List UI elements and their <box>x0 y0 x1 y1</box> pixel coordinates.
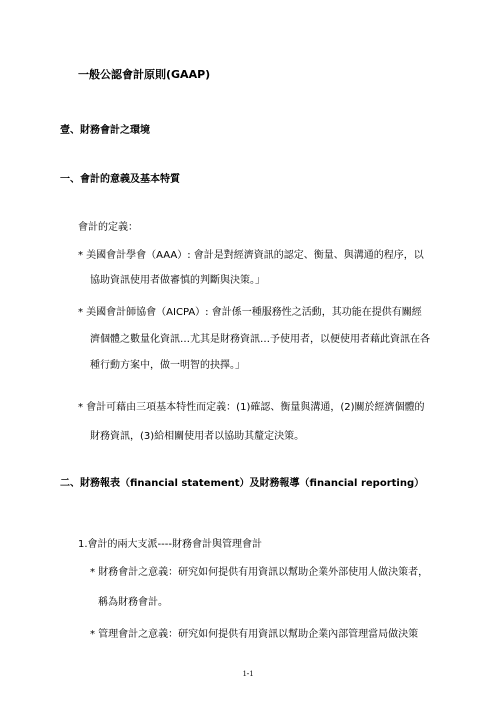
subsection-heading: 1.會計的兩大支派----財務會計與管理會計 <box>78 539 262 550</box>
paragraph-line: 財務資訊，(3)給相關使用者以協助其釐定決策。 <box>90 431 305 442</box>
paragraph-line: * 美國會計師協會（AICPA）: 會計係一種服務性之活動，其功能在提供有關經 <box>78 307 422 318</box>
paragraph-line: 種行動方案中，做一明智的抉擇。」 <box>90 360 245 371</box>
paragraph-line: 濟個體之數量化資訊…尤其是財務資訊…予使用者，以便使用者藉此資訊在各 <box>90 334 430 345</box>
definition-intro: 會計的定義： <box>78 222 138 233</box>
paragraph-line: 稱為財務會計。 <box>98 597 168 608</box>
document-title: 一般公認會計原則(GAAP) <box>78 68 211 81</box>
paragraph-line: * 會計可藉由三項基本特性而定義：(1)確認、衡量與溝通，(2)關於經濟個體的 <box>78 402 425 413</box>
paragraph-line: * 管理會計之意義：研究如何提供有用資訊以幫助企業內部管理當局做決策 <box>90 629 419 640</box>
chapter-heading: 壹、財務會計之環境 <box>60 125 150 136</box>
paragraph-line: * 財務會計之意義：研究如何提供有用資訊以幫助企業外部使用人做決策者， <box>90 567 429 578</box>
page-number: 1-1 <box>242 669 254 678</box>
paragraph-line: * 美國會計學會（AAA）: 會計是對經濟資訊的認定、衡量、與溝通的程序，以 <box>78 250 424 261</box>
section-heading: 一、會計的意義及基本特質 <box>60 174 180 185</box>
section-heading: 二、財務報表（financial statement）及財務報導（financial reporting） <box>60 478 425 489</box>
paragraph-line: 協助資訊使用者做審慎的判斷與決策。」 <box>90 275 265 286</box>
